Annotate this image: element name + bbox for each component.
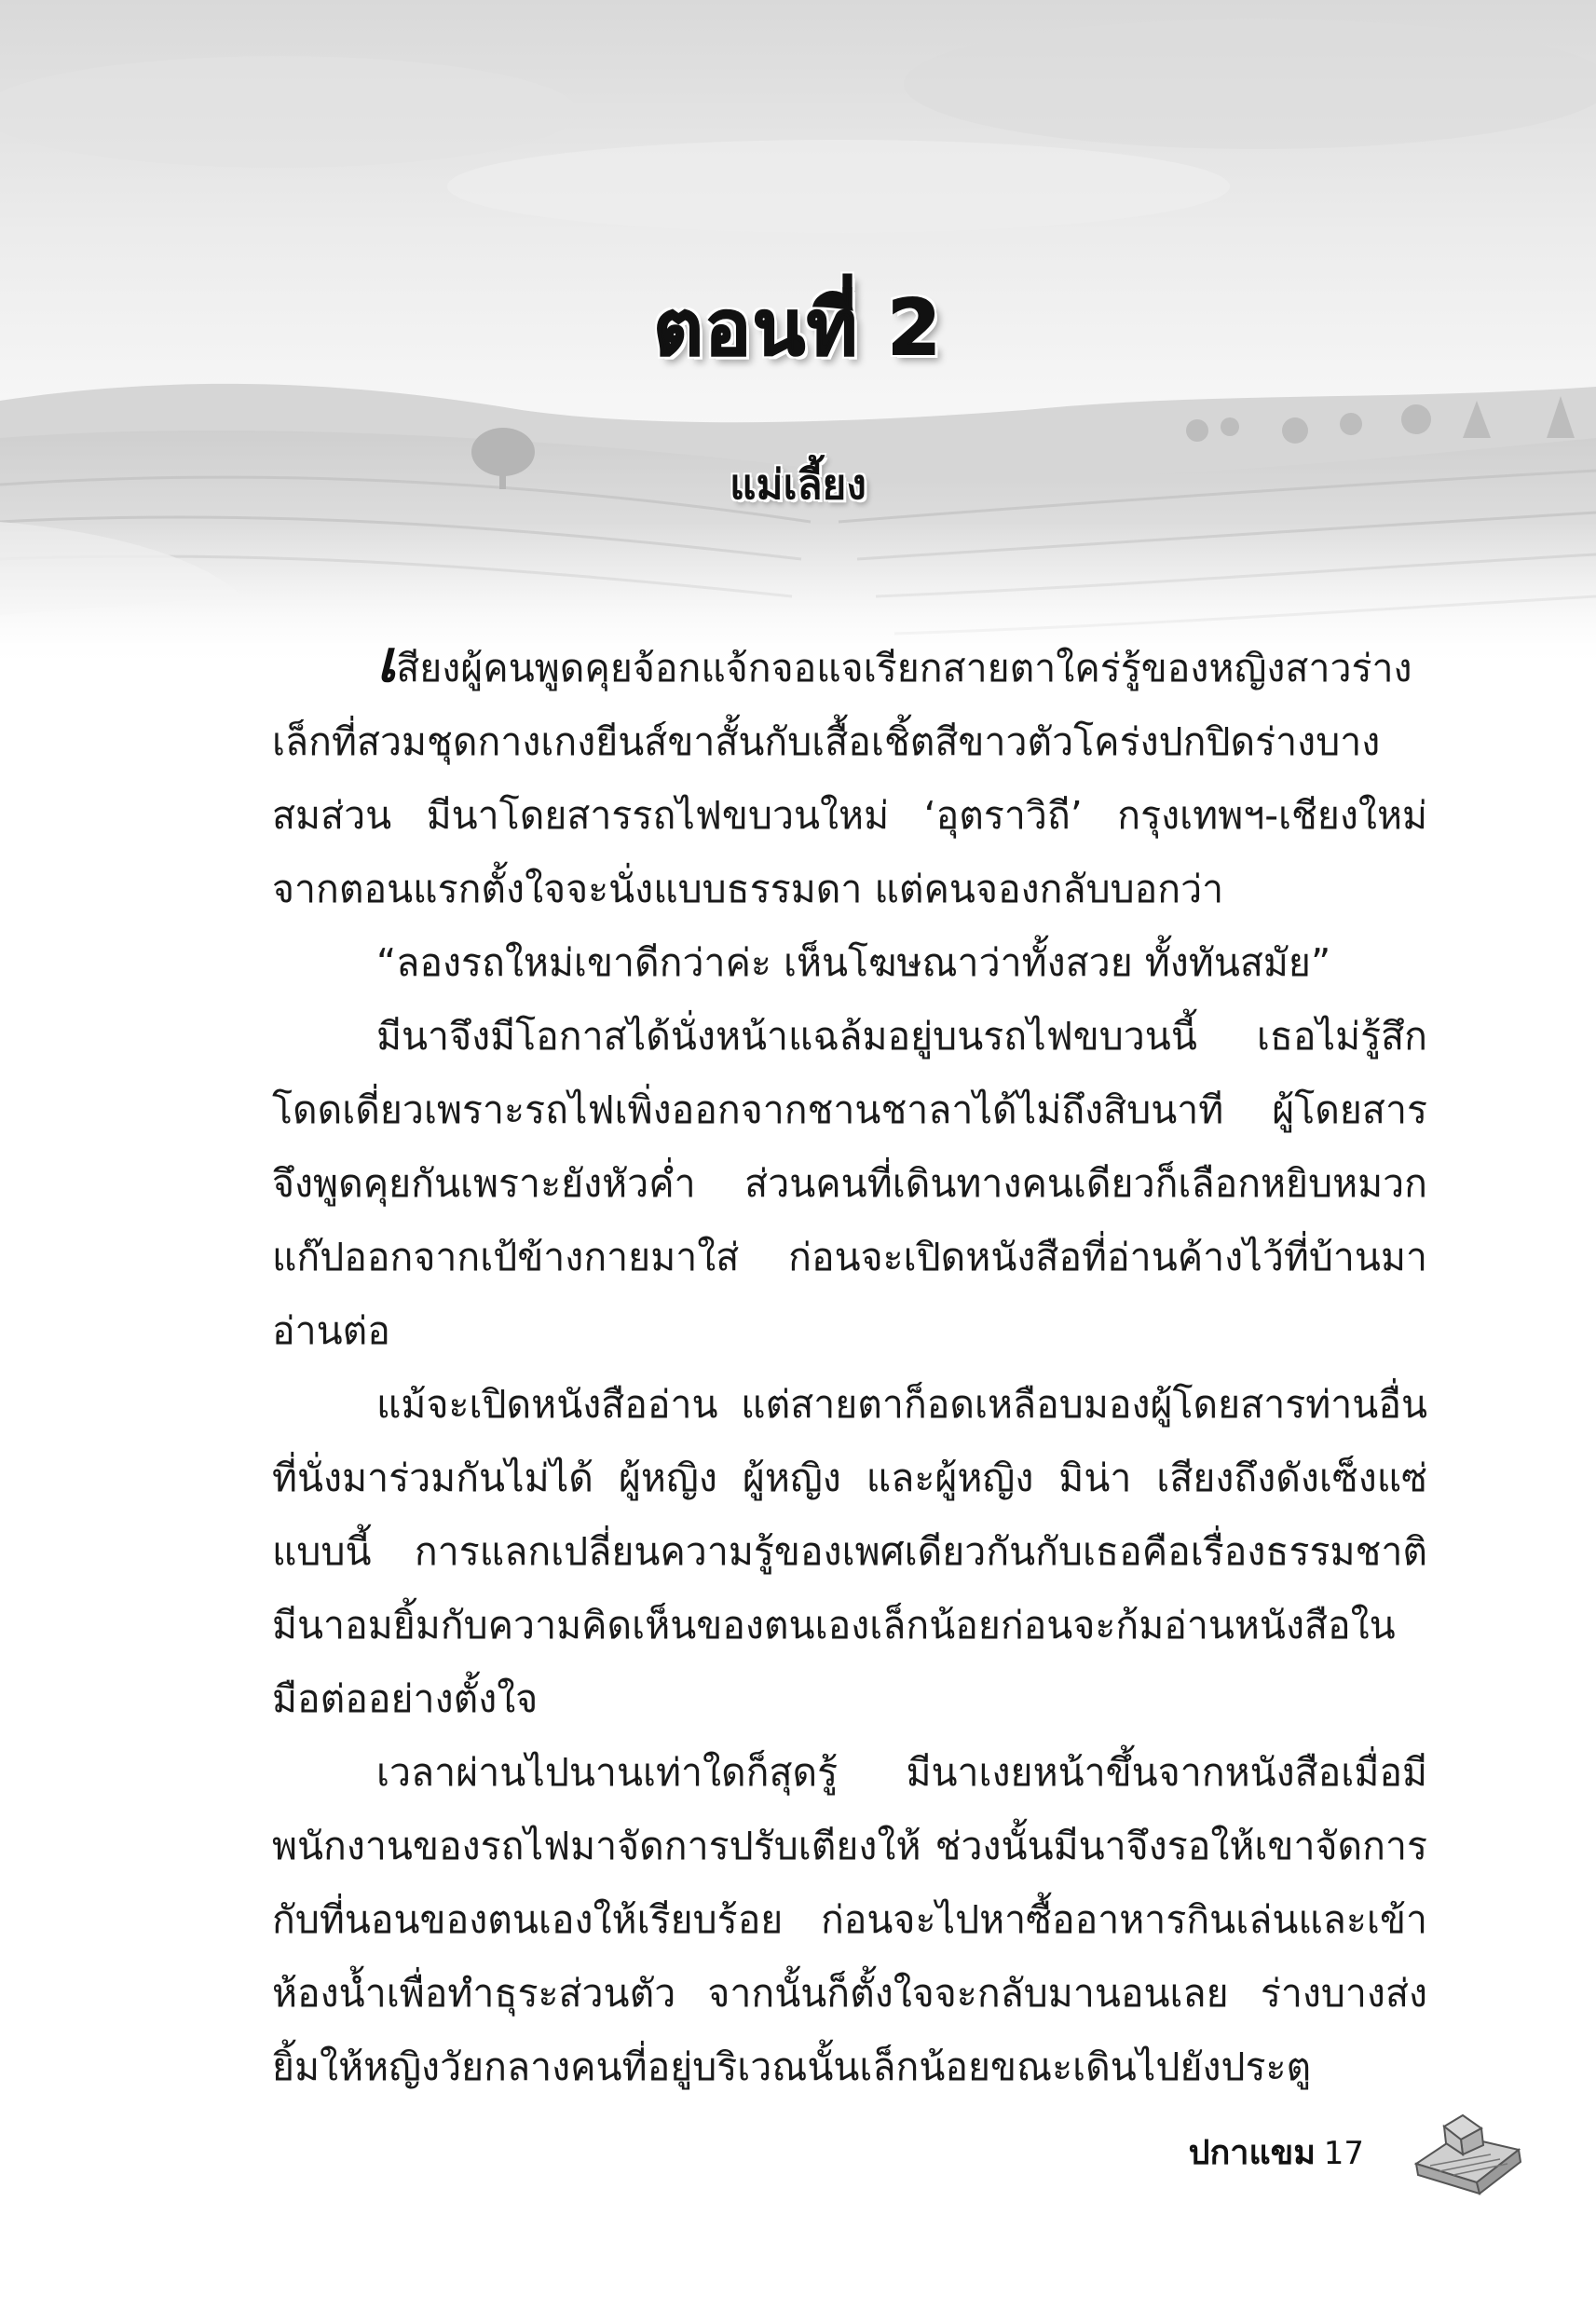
chapter-subtitle: แม่เลี้ยง [730, 461, 866, 509]
drop-cap: เ [376, 627, 397, 695]
paragraph: “ลองรถใหม่เขาดีกว่าค่ะ เห็นโฆษณาว่าทั้งสวย ทั้งทันสมัย” [376, 940, 1331, 985]
chapter-title: ตอนที่ 2 [653, 284, 943, 373]
paragraph: มีนาจึงมีโอกาสได้นั่งหน้าแฉล้มอยู่บนรถไฟขบวนนี้ เธอไม่รู้สึกโดดเดี่ยวเพราะรถไฟเพิ่งออกจากชานชาลาได้ไม่ถึงสิบนาที ผู้โดยสารจึงพูดคุยกันเพราะยังหัวค่ำ ส่วนคนที่เดินทางคนเดียวก็เลือกหยิบหมวกแก๊ปออกจากเป้ข้างกายมาใส่ ก่อนจะเปิดหนังสือที่อ่านค้างไว้ที่บ้านมาอ่านต่อ [272, 1014, 1427, 1353]
footer-book-title: ปกาแขม [1188, 2134, 1316, 2172]
folded-cloth-bundle-icon [1407, 2108, 1528, 2201]
page-footer [969, 2108, 1528, 2210]
paragraph: แม้จะเปิดหนังสืออ่าน แต่สายตาก็อดเหลือบมองผู้โดยสารท่านอื่นที่นั่งมาร่วมกันไม่ได้ ผู้หญิง ผู้หญิง และผู้หญิง มิน่า เสียงถึงดังเซ็งแซ่แบบนี้ การแลกเปลี่ยนความรู้ของเพศเดียวกันกับเธอคือเรื่องธรรมชาติ มีนาอมยิ้มกับความคิดเห็นของตนเองเล็กน้อยก่อนจะก้มอ่านหนังสือในมือต่ออย่างตั้งใจ [272, 1382, 1427, 1721]
body-text [272, 627, 1427, 2104]
paragraph-text: สียงผู้คนพูดคุยจ้อกแจ้กจอแจเรียกสายตาใคร่รู้ของหญิงสาวร่างเล็กที่สวมชุดกางเกงยีนส์ขาสั้นกับเสื้อเชิ้ตสีขาวตัวโคร่งปกปิดร่างบางสมส่วน มีนาโดยสารรถไฟขบวนใหม่ ‘อุตราวิถี’ กรุงเทพฯ-เชียงใหม่ จากตอนแรกตั้งใจจะนั่งแบบธรรมดา แต่คนจองกลับบอกว่า [272, 646, 1427, 911]
page-number: 17 [1323, 2135, 1364, 2172]
paragraph [272, 627, 1427, 926]
paragraph: เวลาผ่านไปนานเท่าใดก็สุดรู้ มีนาเงยหน้าขึ้นจากหนังสือเมื่อมีพนักงานของรถไฟมาจัดการปรับเตียงให้ ช่วงนั้นมีนาจึงรอให้เขาจัดการกับที่นอนของตนเองให้เรียบร้อย ก่อนจะไปหาซื้ออาหารกินเล่นและเข้าห้องน้ำเพื่อทำธุระส่วนตัว จากนั้นก็ตั้งใจจะกลับมานอนเลย ร่างบางส่งยิ้มให้หญิงวัยกลางคนที่อยู่บริเวณนั้นเล็กน้อยขณะเดินไปยังประตู [272, 1750, 1427, 2089]
